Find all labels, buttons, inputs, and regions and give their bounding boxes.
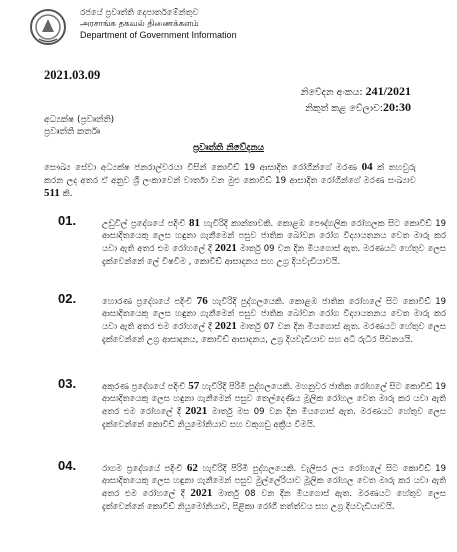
case-year: 2021 bbox=[185, 405, 208, 418]
intro-text-a: සෞඛ්‍ය සේවා අධ්‍යක්ෂ ජනරාල්වරයා විසින් කොවිඩ් 19 ආසාදිත රෝගීන්ගේ මරණ bbox=[44, 163, 358, 173]
case-number: 04. bbox=[58, 458, 77, 473]
document-title bbox=[0, 143, 457, 153]
intro-total-deaths: 511 bbox=[44, 187, 60, 199]
release-number-line bbox=[301, 84, 411, 100]
case-text-p2: හැවිරිදි පිරිමි පුද්ගලයෙකි. වැලිසර ලය රෝහලේ සිට කොවිඩ් 19 ආසාදිතයෙකු ලෙස හඳුනා ගැනීමෙන් පසුව මුල්ලේරියාව මූලික රෝහල වෙත මාරු කර යවා ඇති අතර එම රෝහලේ දී bbox=[102, 464, 446, 500]
case-year: 2021 bbox=[214, 242, 237, 255]
case-text-p1: අකුරණ ප්‍රදේශයේ පදිංචි bbox=[102, 382, 186, 392]
recipient-1: අධ්‍යක්ෂ (ප්‍රවෘත්ති) bbox=[44, 115, 115, 125]
case-number: 01. bbox=[58, 213, 77, 228]
organization-name bbox=[80, 8, 237, 41]
recipients bbox=[44, 115, 114, 138]
sri-lanka-emblem-icon bbox=[26, 8, 70, 46]
case-text-p1: රාගම ප්‍රදේශයේ පදිංචි bbox=[102, 464, 183, 474]
intro-text-e: කි. bbox=[62, 189, 73, 199]
case-year: 2021 bbox=[214, 320, 237, 333]
recipient-2: ප්‍රවෘත්ති කර්තෘ bbox=[44, 126, 101, 137]
release-time-label: නිකුත් කළ වේලාව: bbox=[305, 103, 383, 114]
case-text-p2: හැවිරිදි කාන්තාවකි. කොළඹ පෞද්ගලික රෝහලක සිට කොවිඩ් 19 ආසාදිතයෙකු ලෙස හඳුනා ගැනීමෙන් පසුව ජාතික බෝවන රෝග විද්‍යායතනය වෙත මාරු කර යවා ඇති අතර එම රෝහලේ දී bbox=[102, 219, 447, 255]
case-age: 57 bbox=[188, 380, 200, 392]
case-text-p1: හොරණ ප්‍රදේශයේ පදිංචි bbox=[102, 297, 193, 307]
case-text-p2: හැවිරිදි පිරිමි පුද්ගලයෙකි. මහනුවර ජාතික රෝහලේ සිට කොවිඩ් 19 ආසාදිතයෙකු ලෙස හඳුනා ගැනීමෙන් පසුව තෙල්දෙණිය මූලික රෝහල වෙත මාරු කර යවා ඇති අතර එම රෝහලේ දී bbox=[102, 382, 447, 418]
intro-paragraph bbox=[44, 161, 416, 201]
release-time: 20:30 bbox=[383, 100, 411, 114]
org-name-sinhala: රජයේ ප්‍රවෘත්ති දෙපාර්තමේන්තුව bbox=[80, 8, 199, 18]
release-refs bbox=[301, 84, 411, 116]
case-age: 81 bbox=[189, 217, 201, 229]
case-text bbox=[102, 295, 446, 346]
case-age: 76 bbox=[196, 295, 208, 307]
org-name-english: Department of Government Information bbox=[80, 30, 237, 40]
org-name-tamil: அரசாங்க தகவல் திணைக்களம் bbox=[80, 19, 199, 29]
case-text bbox=[102, 380, 446, 431]
case-text bbox=[102, 217, 446, 268]
case-number: 03. bbox=[58, 376, 77, 391]
case-number: 02. bbox=[58, 291, 77, 306]
case-text-p2: හැවිරිදි පුද්ගලයෙකි. කොළඹ ජාතික රෝහලේ සිට කොවිඩ් 19 ආසාදිතයෙකු ලෙස හඳුනා ගැනීමෙන් පසුව ජාතික බෝවන රෝග විද්‍යායතනය වෙත මාරු කර යවා ඇති අතර එම රෝහලේ දී bbox=[102, 297, 447, 333]
case-text-p3: මාර්තු 09 වන දින මියගොස් ඇත. මරණයට හේතුව ලෙස දැක්වෙන්නේ ලේ විෂවීම , කොවිඩ් ආසාදනය සහ උග්‍ර දියවැඩියාවයි. bbox=[102, 244, 447, 267]
intro-text-c: ක් තහවුරු කරන ලද අතර ඒ අනුව ශ්‍රී ලංකාවෙන් වාර්තා වන මුළු කොවිඩ් 19 ආසාදිත රෝගීන්ගේ මරණ සංඛ්‍යාව bbox=[44, 163, 417, 186]
case-text-p3: මාර්තු මස 09 වන දින මියගොස් ඇත. මරණයට හේතුව ලෙස දැක්වෙන්නේ කොවිඩ් නියුමෝනියාව සහ වකුගඩු අක්‍රීය වීමයි. bbox=[102, 407, 447, 430]
case-age: 62 bbox=[186, 462, 198, 474]
case-text-p3: මාර්තු 07 වන දින මියගොස් ඇත. මරණයට හේතුව ලෙස දැක්වෙන්නේ උග්‍ර ආසාදනය, කොවිඩ් ආසාදනය, උග්‍ර දියවැඩියාව සහ අධි රුධිර පීඩනයයි. bbox=[102, 322, 447, 345]
release-number: 241/2021 bbox=[365, 84, 411, 98]
letterhead bbox=[20, 6, 440, 46]
intro-death-count: 04 bbox=[361, 161, 373, 173]
case-year: 2021 bbox=[190, 487, 213, 500]
release-time-line bbox=[301, 100, 411, 116]
title-text: ප්‍රවෘත්ති නිවේදනය bbox=[193, 143, 264, 153]
case-text-p1: උඩුවිල් ප්‍රදේශයේ පදිංචි bbox=[102, 219, 186, 229]
release-date: 2021.03.09 bbox=[44, 68, 101, 82]
case-text bbox=[102, 462, 446, 513]
release-number-label: නිවේදන අංකය: bbox=[300, 87, 363, 98]
case-text-p3: මාර්තු 08 වන දින මියගොස් ඇත. මරණයට හේතුව ලෙස දැක්වෙන්නේ කොවිඩ් නියුමෝනියාව, පිළිකා රෝගී තත්ත්වය සහ උග්‍ර දියවැඩියාවයි. bbox=[102, 489, 447, 512]
